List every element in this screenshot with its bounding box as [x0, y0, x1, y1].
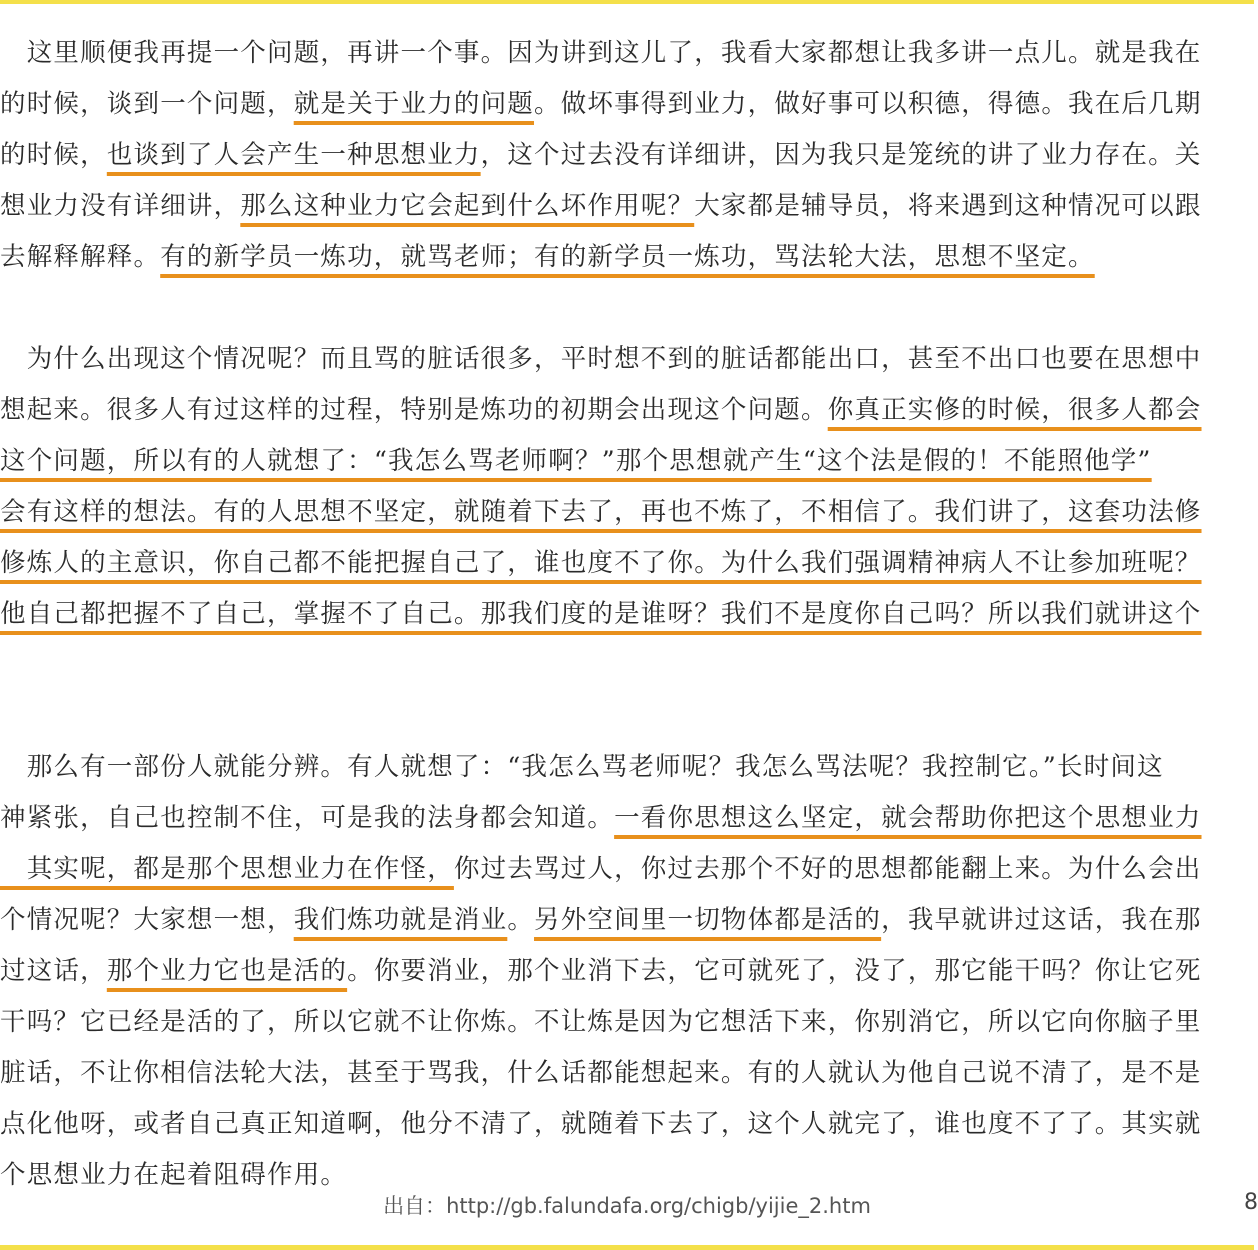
text-line	[0, 746, 1254, 797]
underlined-text: 就是关于业力的问题	[293, 89, 535, 119]
text-segment: 干吗？它已经是活的了，所以它就不让你炼。不让炼是因为它想活下来，你别消它，所以它向你脑子里	[0, 1007, 1202, 1037]
text-segment: 这里顺便我再提一个问题，再讲一个事。因为讲到这儿了，我看大家都想让我多讲一点儿。就是我在	[0, 38, 1202, 68]
text-line	[0, 389, 1254, 440]
text-line	[0, 338, 1254, 389]
text-line	[0, 1103, 1254, 1154]
text-segment: 。你要消业，那个业消下去，它可就死了，没了，那它能干吗？你让它死	[347, 956, 1202, 986]
text-segment: 个思想业力在起着阻碍作用。	[0, 1160, 348, 1190]
text-segment: 想业力没有详细讲，	[0, 191, 241, 221]
text-line	[0, 950, 1254, 1001]
text-line	[0, 1052, 1254, 1103]
text-segment: 想起来。很多人有过这样的过程，特别是炼功的初期会出现这个问题。	[0, 395, 828, 425]
text-segment: 。做坏事得到业力，做好事可以积德，得德。我在后几期	[534, 89, 1202, 119]
text-line	[0, 491, 1254, 542]
text-segment: 为什么出现这个情况呢？而且骂的脏话很多，平时想不到的脏话都能出口，甚至不出口也要在思想中	[0, 344, 1202, 374]
underlined-text: 我们炼功就是消业	[293, 905, 508, 935]
underlined-text: 会有这样的想法。有的人思想不坚定，就随着下去了，再也不炼了，不相信了。我们讲了，这套功法修	[0, 497, 1202, 527]
page-number: 8	[1244, 1190, 1258, 1215]
underlined-text: 他自己都把握不了自己，掌握不了自己。那我们度的是谁呀？我们不是度你自己吗？所以我们就讲这个	[0, 599, 1202, 629]
text-line	[0, 32, 1254, 83]
source-url: http://gb.falundafa.org/chigb/yijie_2.htm	[446, 1194, 871, 1218]
text-line	[0, 1001, 1254, 1052]
underlined-text: 那个业力它也是活的	[106, 956, 348, 986]
source-label: 出自：	[383, 1194, 447, 1218]
text-segment: 点化他呀，或者自己真正知道啊，他分不清了，就随着下去了，这个人就完了，谁也度不了了。其实就	[0, 1109, 1202, 1139]
text-line	[0, 848, 1254, 899]
underlined-text: 另外空间里一切物体都是活的	[534, 905, 882, 935]
text-segment: 神紧张，自己也控制不住，可是我的法身都会知道。	[0, 803, 615, 833]
text-segment: 大家都是辅导员，将来遇到这种情况可以跟	[694, 191, 1202, 221]
underlined-text: 修炼人的主意识，你自己都不能把握自己了，谁也度不了你。为什么我们强调精神病人不让参加班呢？	[0, 548, 1202, 578]
text-line	[0, 185, 1254, 236]
text-line	[0, 83, 1254, 134]
text-segment: ，这个过去没有详细讲，因为我只是笼统的讲了业力存在。关	[480, 140, 1202, 170]
text-segment: 你过去骂过人，你过去那个不好的思想都能翻上来。为什么会出	[453, 854, 1202, 884]
text-segment: 。	[507, 905, 535, 935]
text-line	[0, 236, 1254, 287]
underlined-text: 一看你思想这么坚定，就会帮助你把这个思想业力	[614, 803, 1202, 833]
source-citation	[0, 1190, 1254, 1220]
underlined-text: 其实呢，都是那个思想业力在作怪，	[0, 854, 454, 884]
text-line	[0, 440, 1254, 491]
text-segment: 那么有一部份人就能分辨。有人就想了：“我怎么骂老师呢？我怎么骂法呢？我控制它。”长时间这	[0, 752, 1164, 782]
text-segment: ，我早就讲过这话，我在那	[881, 905, 1202, 935]
text-segment: 的时候，谈到一个问题，	[0, 89, 294, 119]
underlined-text: 这个问题，	[0, 446, 134, 476]
text-line	[0, 593, 1254, 644]
text-line	[0, 797, 1254, 848]
text-line	[0, 899, 1254, 950]
underlined-text: 那么这种业力它会起到什么坏作用呢？	[240, 191, 695, 221]
underlined-text: 你真正实修的时候，很多人都会	[827, 395, 1202, 425]
text-line	[0, 542, 1254, 593]
text-segment: 个情况呢？大家想一想，	[0, 905, 294, 935]
text-line	[0, 134, 1254, 185]
underlined-text: 也谈到了人会产生一种思想业力	[106, 140, 481, 170]
text-segment: 去解释解释。	[0, 242, 161, 272]
text-segment: 的时候，	[0, 140, 107, 170]
text-segment: 脏话，不让你相信法轮大法，甚至于骂我，什么话都能想起来。有的人就认为他自己说不清了，是不是	[0, 1058, 1202, 1088]
underlined-text: 有的新学员一炼功，就骂老师；有的新学员一炼功，骂法轮大法，思想不坚定。	[160, 242, 1095, 272]
text-segment: 过这话，	[0, 956, 107, 986]
underlined-text: 所以有的人就想了：“我怎么骂老师啊？”那个思想就产生“这个法是假的！不能照他学”	[133, 446, 1152, 476]
